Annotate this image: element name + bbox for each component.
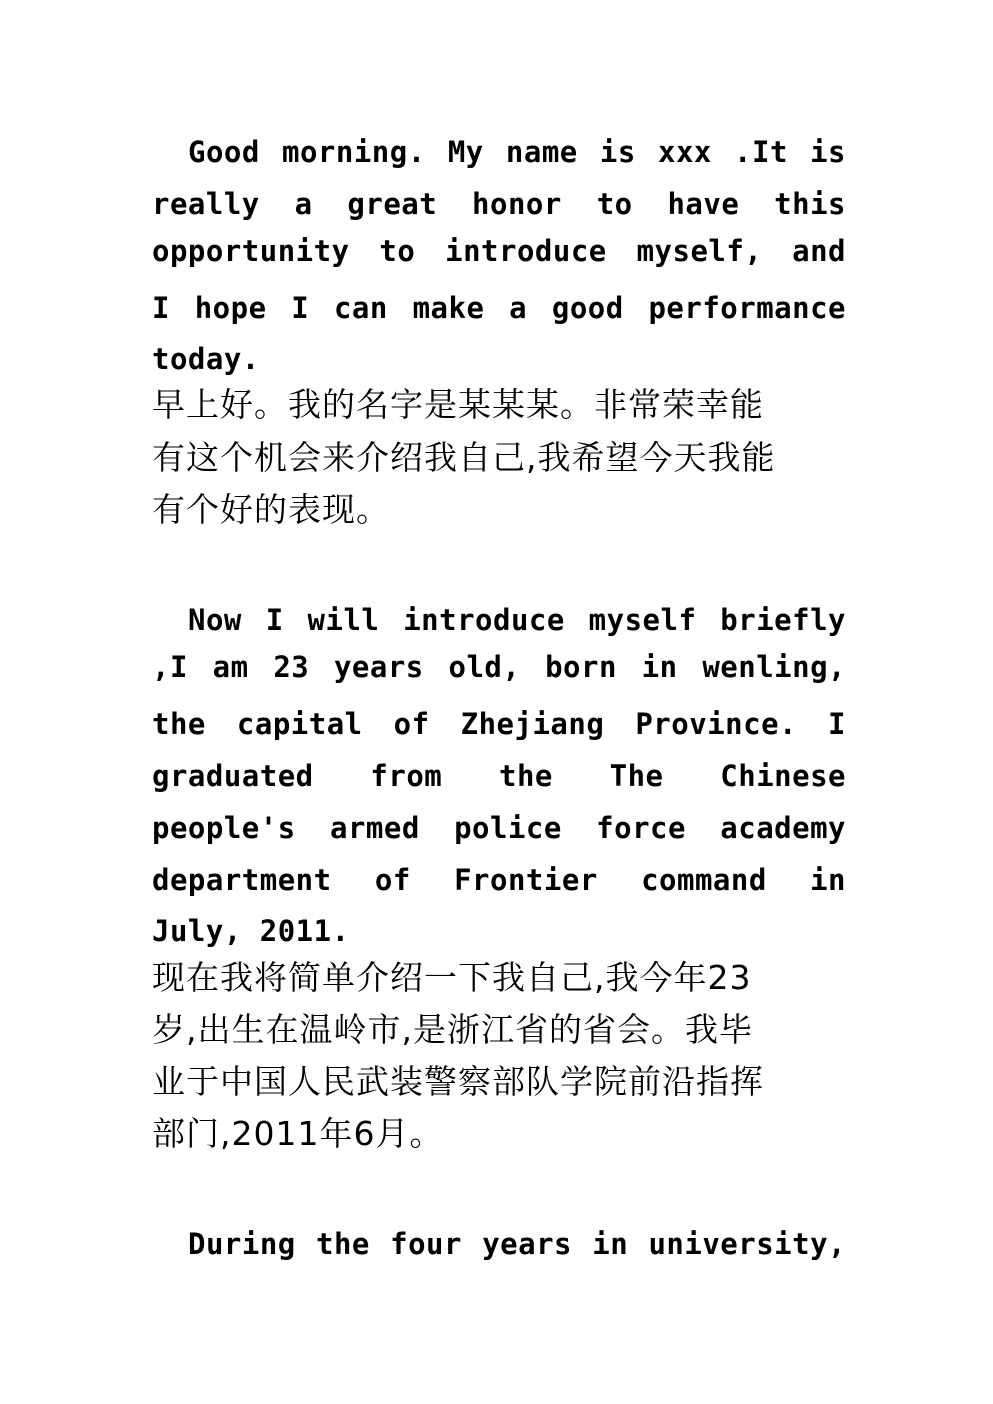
paragraph-1-en-line-2: really a great honor to have this <box>152 187 846 221</box>
paragraph-2-en-line-5: people's armed police force academy <box>152 811 846 845</box>
paragraph-2-en-line-1: Now I will introduce myself briefly <box>188 603 846 637</box>
paragraph-2-en-line-6: department of Frontier command in <box>152 863 846 897</box>
paragraph-2-zh-line-4: 部门,2011年6月。 <box>152 1114 444 1153</box>
paragraph-1-zh-line-1: 早上好。我的名字是某某某。非常荣幸能 <box>152 385 764 424</box>
paragraph-1-zh-line-2: 有这个机会来介绍我自己,我希望今天我能 <box>152 438 776 477</box>
paragraph-1-en-line-1: Good morning. My name is xxx .It is <box>188 135 846 169</box>
paragraph-2-en-line-3: the capital of Zhejiang Province. I <box>152 707 846 741</box>
paragraph-1-en-line-3: opportunity to introduce myself, and <box>152 234 846 268</box>
paragraph-2-en-line-2: ,I am 23 years old, born in wenling, <box>152 650 846 684</box>
paragraph-2-en-line-4: graduated from the The Chinese <box>152 759 846 793</box>
paragraph-2-zh-line-3: 业于中国人民武装警察部队学院前沿指挥 <box>152 1062 764 1101</box>
paragraph-2-zh-line-1: 现在我将简单介绍一下我自己,我今年23 <box>152 958 752 997</box>
paragraph-2-zh-line-2: 岁,出生在温岭市,是浙江省的省会。我毕 <box>152 1010 753 1049</box>
paragraph-1-en-line-4: I hope I can make a good performance <box>152 291 846 325</box>
paragraph-1-en-line-5: today. <box>152 342 260 376</box>
paragraph-3-en-line-1: During the four years in university, <box>188 1227 846 1261</box>
paragraph-1-zh-line-3: 有个好的表现。 <box>152 490 390 529</box>
paragraph-2-en-line-7: July, 2011. <box>152 914 350 948</box>
